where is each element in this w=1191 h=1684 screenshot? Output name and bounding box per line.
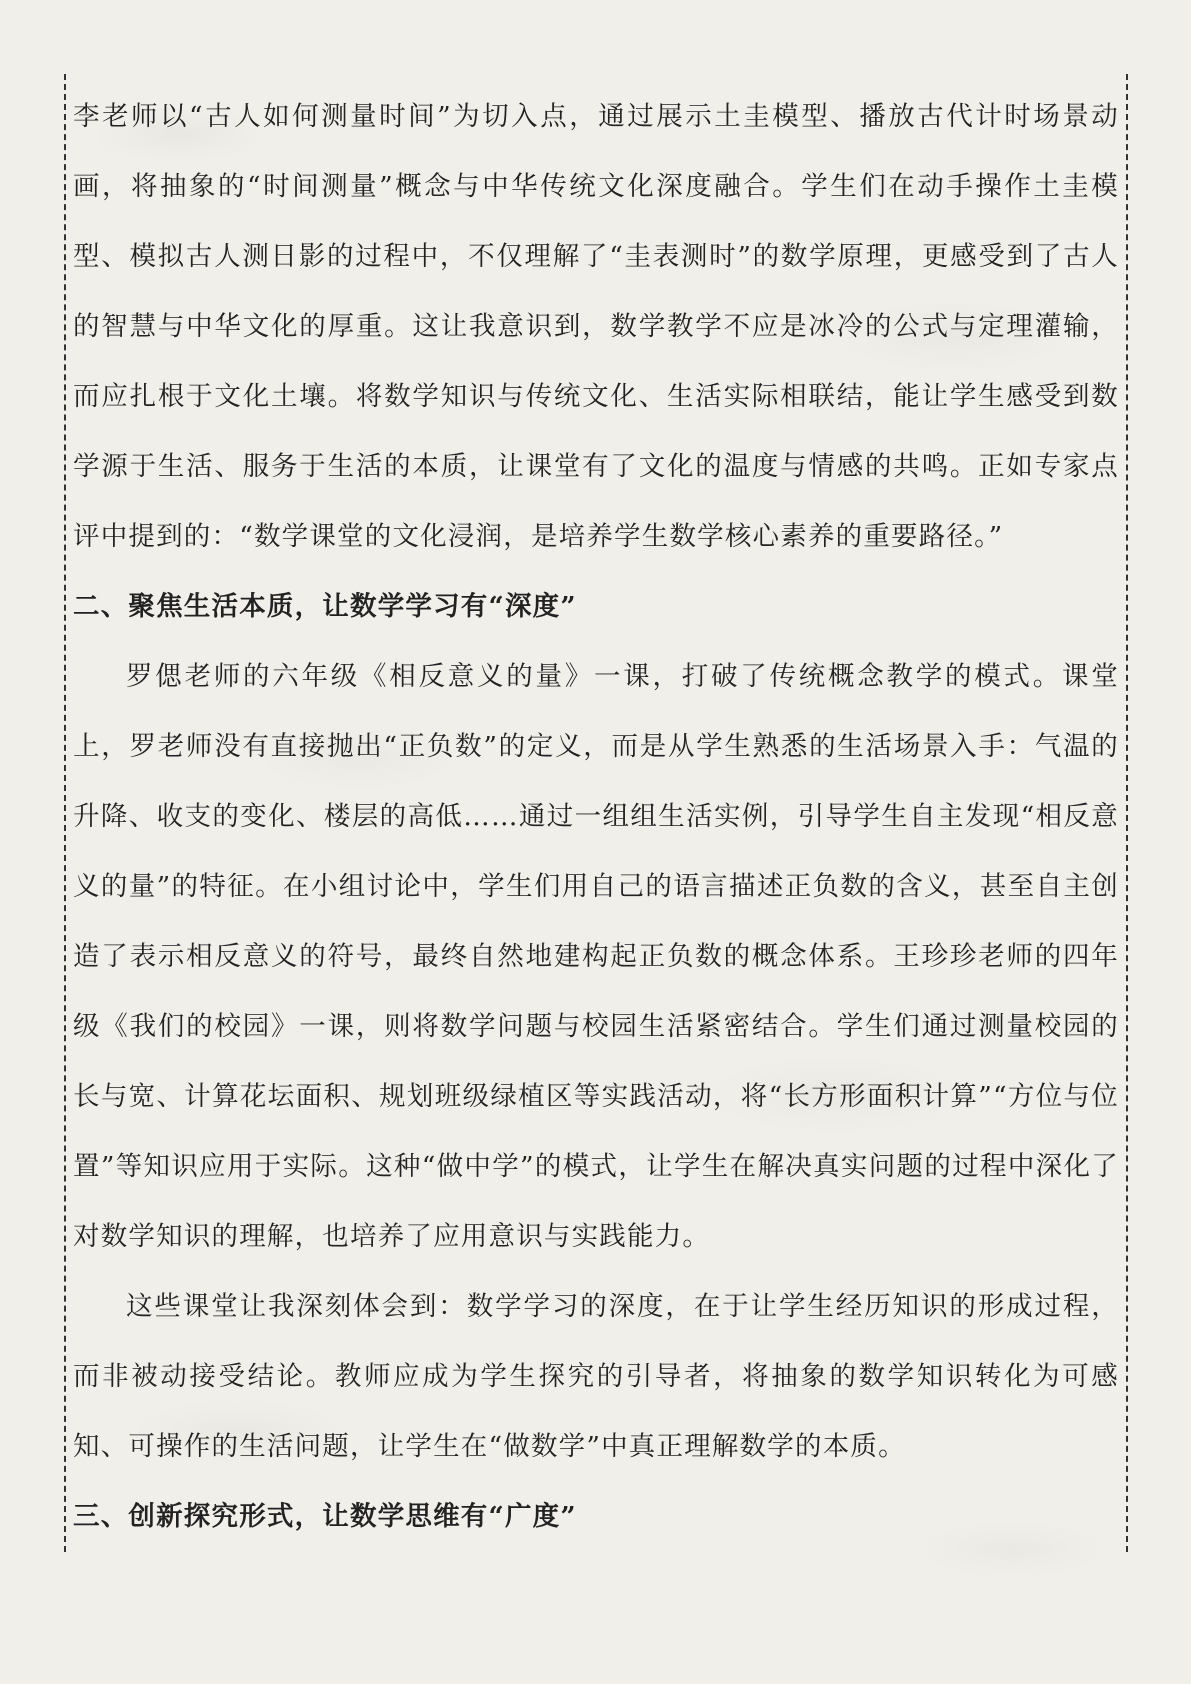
paragraph-reflection: 这些课堂让我深刻体会到：数学学习的深度，在于让学生经历知识的形成过程，而非被动接受结论。教师应成为学生探究的引导者，将抽象的数学知识转化为可感知、可操作的生活问题，让学生在“做数学”中真正理解数学的本质。 [73,1291,1119,1462]
section-heading-3: 三、创新探究形式，让数学思维有“广度” [73,1501,577,1532]
paragraph-culture: 李老师以“古人如何测量时间”为切入点，通过展示土圭模型、播放古代计时场景动画，将抽象的“时间测量”概念与中华传统文化深度融合。学生们在动手操作土圭模型、模拟古人测日影的过程中，不仅理解了“圭表测时”的数学原理，更感受到了古人的智慧与中华文化的厚重。这让我意识到，数学教学不应是冰冷的公式与定理灌输，而应扎根于文化土壤。将数学知识与传统文化、生活实际相联结，能让学生感受到数学源于生活、服务于生活的本质，让课堂有了文化的温度与情感的共鸣。正如专家点评中提到的：“数学课堂的文化浸润，是培养学生数学核心素养的重要路径。” [73,101,1119,552]
dashed-border-right [1126,74,1128,1552]
section-heading-2: 二、聚焦生活本质，让数学学习有“深度” [73,591,577,622]
paragraph-life-essence: 罗偲老师的六年级《相反意义的量》一课，打破了传统概念教学的模式。课堂上，罗老师没有直接抛出“正负数”的定义，而是从学生熟悉的生活场景入手：气温的升降、收支的变化、楼层的高低……通过一组组生活实例，引导学生自主发现“相反意义的量”的特征。在小组讨论中，学生们用自己的语言描述正负数的含义，甚至自主创造了表示相反意义的符号，最终自然地建构起正负数的概念体系。王珍珍老师的四年级《我们的校园》一课，则将数学问题与校园生活紧密结合。学生们通过测量校园的长与宽、计算花坛面积、规划班级绿植区等实践活动，将“长方形面积计算”“方位与位置”等知识应用于实际。这种“做中学”的模式，让学生在解决真实问题的过程中深化了对数学知识的理解，也培养了应用意识与实践能力。 [73,661,1119,1252]
dashed-border-left [64,74,66,1552]
document-body [73,82,1119,1552]
